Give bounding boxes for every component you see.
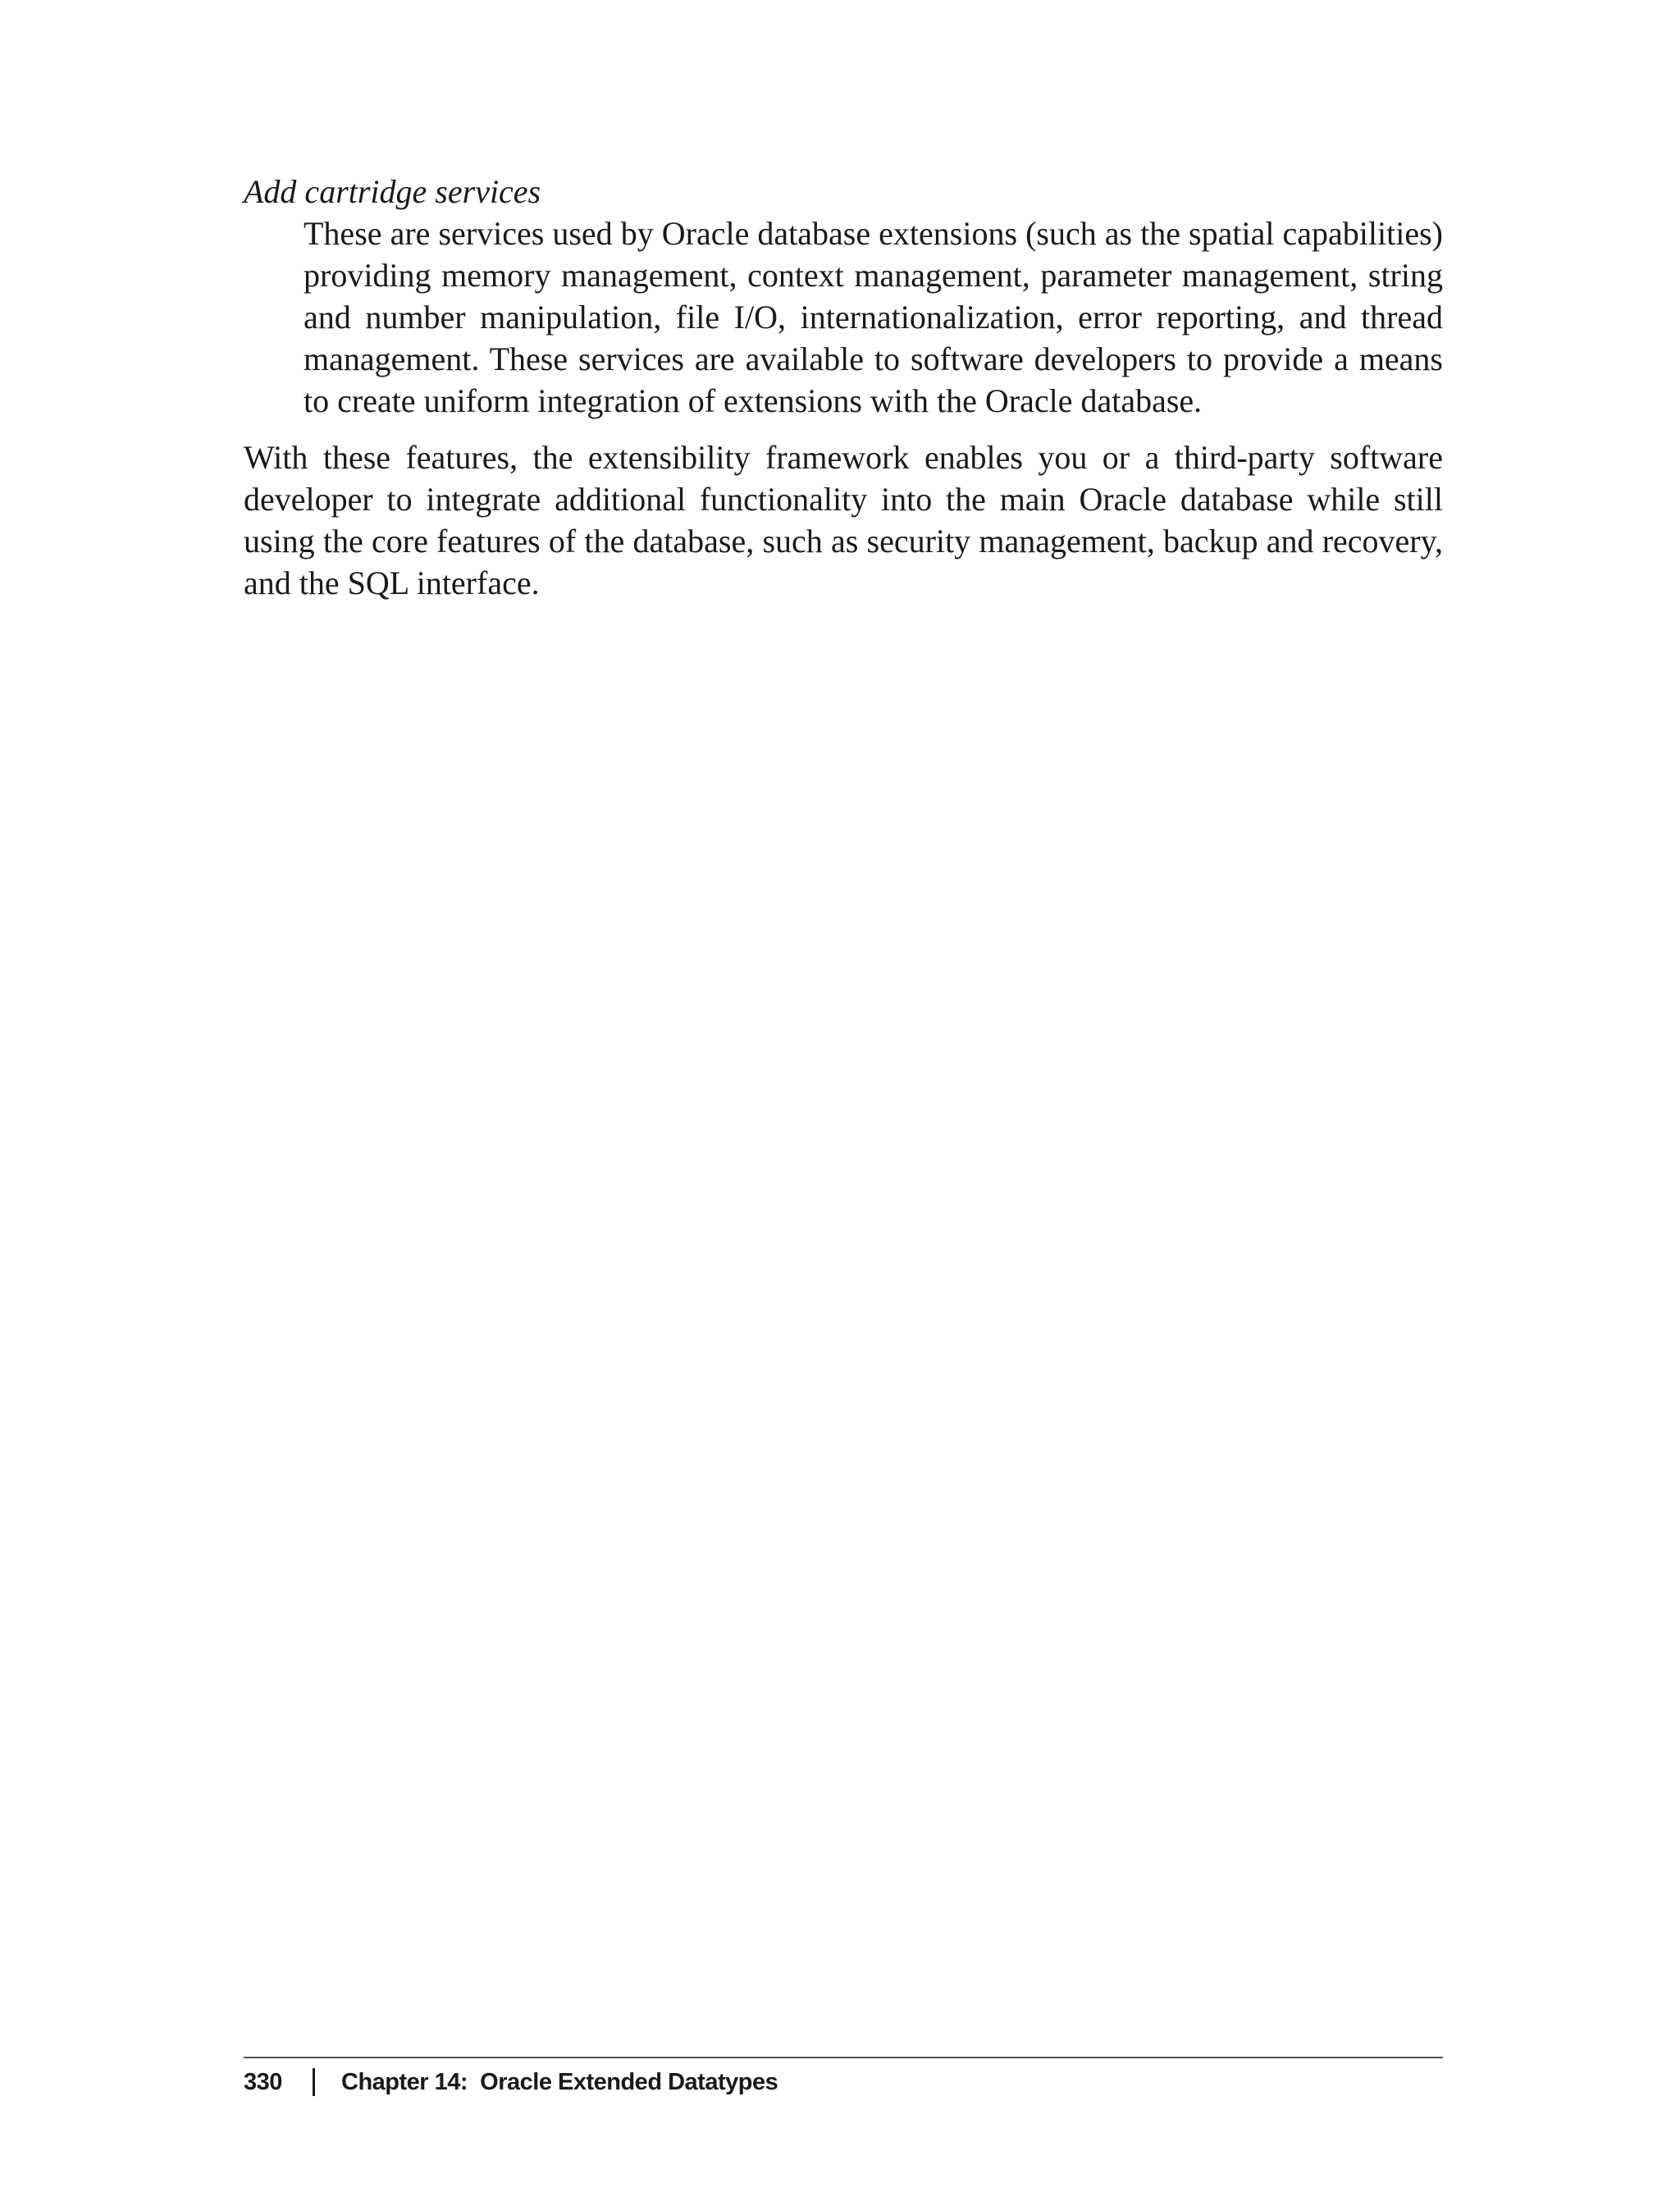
definition-term: Add cartridge services — [244, 173, 541, 210]
footer-separator — [313, 2068, 315, 2096]
definition-text: These are services used by Oracle database extensions (such as the spatial capabilities) providing memory management, context management, parameter management, string and number manipulation, file I/O, internationalization, error reporting, and thread management. These services are available to software developers to provide a means to create uniform integration of extensions with the Oracle database. — [304, 215, 1443, 419]
footer-rule — [244, 2057, 1443, 2058]
page-body — [244, 171, 1443, 604]
page-number: 330 — [244, 2068, 282, 2095]
body-paragraph: With these features, the extensibility framework enables you or a third-party software developer to integrate additional functionality into the main Oracle database while still using the core features of the database, such as security management, backup and recovery, and the SQL interface. — [244, 439, 1443, 601]
chapter-title: Chapter 14: Oracle Extended Datatypes — [341, 2068, 778, 2095]
page-footer — [244, 2064, 778, 2100]
